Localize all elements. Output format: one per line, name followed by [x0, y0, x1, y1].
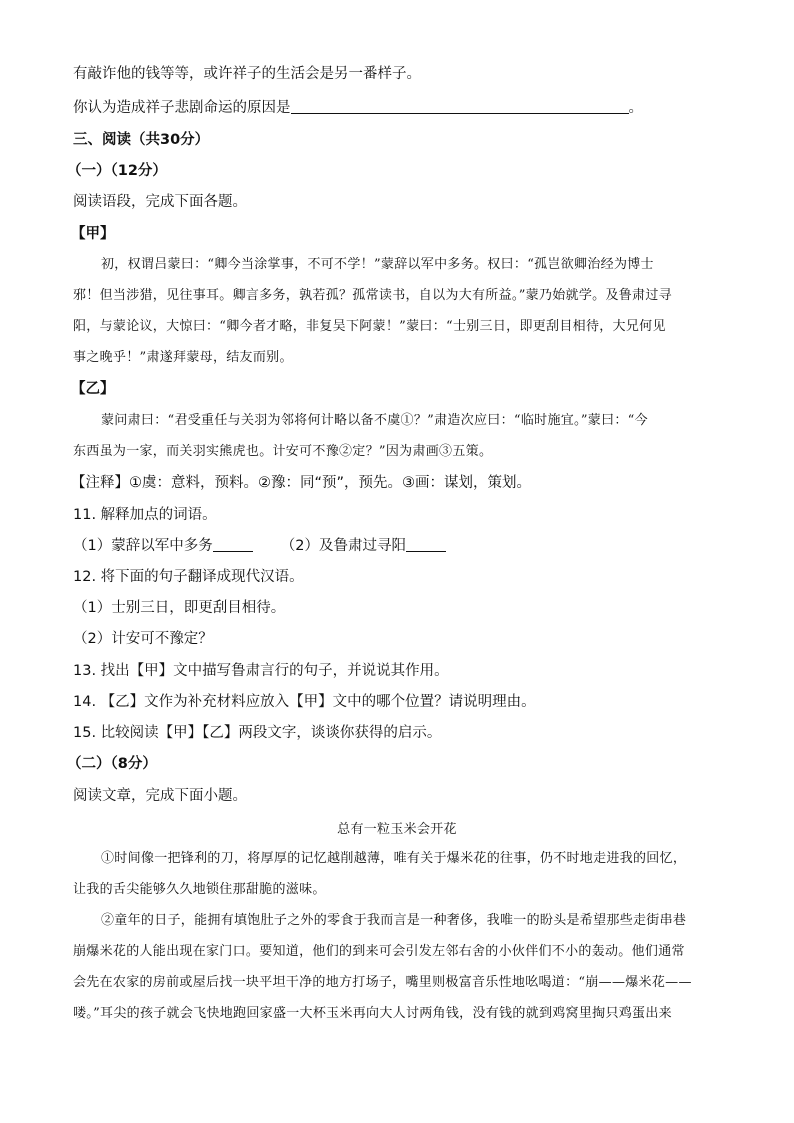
article-paragraph-line: 让我的舌尖能够久久地锁住那甜脆的滋味。 — [73, 882, 326, 897]
yi-label: 【乙】 — [71, 381, 115, 397]
notes: 【注释】①虞：意料，预料。②豫：同“预”，预先。③画：谋划，策划。 — [71, 475, 532, 491]
question-xiangzi — [73, 98, 643, 118]
part1-instruction: 阅读语段，完成下面各题。 — [73, 194, 247, 210]
part2-heading: （二）（8分） — [67, 756, 157, 772]
question-11-b: （2）及鲁肃过寻阳 — [280, 538, 406, 554]
jia-label: 【甲】 — [71, 226, 115, 242]
article-title: 总有一粒玉米会开花 — [337, 822, 457, 837]
jia-line: 初，权谓吕蒙曰：“卿今当涂掌事，不可不学！”蒙辞以军中多务。权曰：“孤岂欲卿治经为博士 — [101, 257, 654, 272]
part1-heading: （一）（12分） — [67, 163, 167, 179]
question-12-a: （1）士别三日，即更刮目相待。 — [73, 600, 286, 616]
jia-line: 阳，与蒙论议，大惊曰：“卿今者才略，非复吴下阿蒙！”蒙曰：“士别三日，即更刮目相待，大兄何见 — [73, 319, 666, 334]
question-13: 13. 找出【甲】文中描写鲁肃言行的句子，并说说其作用。 — [73, 663, 449, 679]
answer-blank[interactable] — [291, 98, 629, 114]
answer-blank[interactable] — [213, 536, 253, 552]
question-15: 15. 比较阅读【甲】【乙】两段文字，谈谈你获得的启示。 — [73, 725, 442, 741]
article-paragraph-line: ②童年的日子，能拥有填饱肚子之外的零食于我而言是一种奢侈，我唯一的盼头是希望那些走街串巷 — [101, 913, 687, 928]
article-paragraph-line: 喽。”耳尖的孩子就会飞快地跑回家盛一大杯玉米再向大人讨两角钱，没有钱的就到鸡窝里掏只鸡蛋出来 — [73, 1006, 672, 1021]
section-heading: 三、阅读（共30分） — [73, 132, 210, 148]
yi-line: 蒙问肃曰：“君受重任与关羽为邻将何计略以备不虞①？”肃造次应曰：“临时施宜。”蒙曰：“今 — [101, 413, 648, 428]
jia-line: 事之晚乎！”肃遂拜蒙母，结友而别。 — [73, 350, 293, 365]
jia-line: 邪！但当涉猎，见往事耳。卿言多务，孰若孤？孤常读书，自以为大有所益。”蒙乃始就学。及鲁肃过寻 — [73, 288, 672, 303]
question-xiangzi-suffix: 。 — [628, 100, 643, 116]
yi-line: 东西虽为一家，而关羽实熊虎也。计安可不豫②定？”因为肃画③五策。 — [73, 444, 493, 459]
article-paragraph-line: ①时间像一把锋利的刀，将厚厚的记忆越削越薄，唯有关于爆米花的往事，仍不时地走进我的回忆， — [101, 851, 687, 866]
article-paragraph-line: 崩爆米花的人能出现在家门口。要知道，他们的到来可会引发左邻右舍的小伙伴们不小的轰动。他们通常 — [73, 944, 685, 959]
intro-line: 有敲诈他的钱等等，或许祥子的生活会是另一番样子。 — [73, 66, 421, 82]
article-paragraph-line: 会先在农家的房前或屋后找一块平坦干净的地方打场子，嘴里则极富音乐性地吆喝道：“崩——爆米花—— — [73, 975, 692, 990]
question-xiangzi-prefix: 你认为造成祥子悲剧命运的原因是 — [73, 100, 291, 116]
part2-instruction: 阅读文章，完成下面小题。 — [73, 788, 247, 804]
question-11-items — [73, 536, 446, 556]
question-14: 14. 【乙】文作为补充材料应放入【甲】文中的哪个位置？请说明理由。 — [73, 694, 536, 710]
question-11-a: （1）蒙辞以军中多务 — [73, 538, 213, 554]
question-12: 12. 将下面的句子翻译成现代汉语。 — [73, 569, 304, 585]
question-11: 11. 解释加点的词语。 — [73, 507, 217, 523]
answer-blank[interactable] — [406, 536, 446, 552]
question-12-b: （2）计安可不豫定？ — [73, 631, 213, 647]
